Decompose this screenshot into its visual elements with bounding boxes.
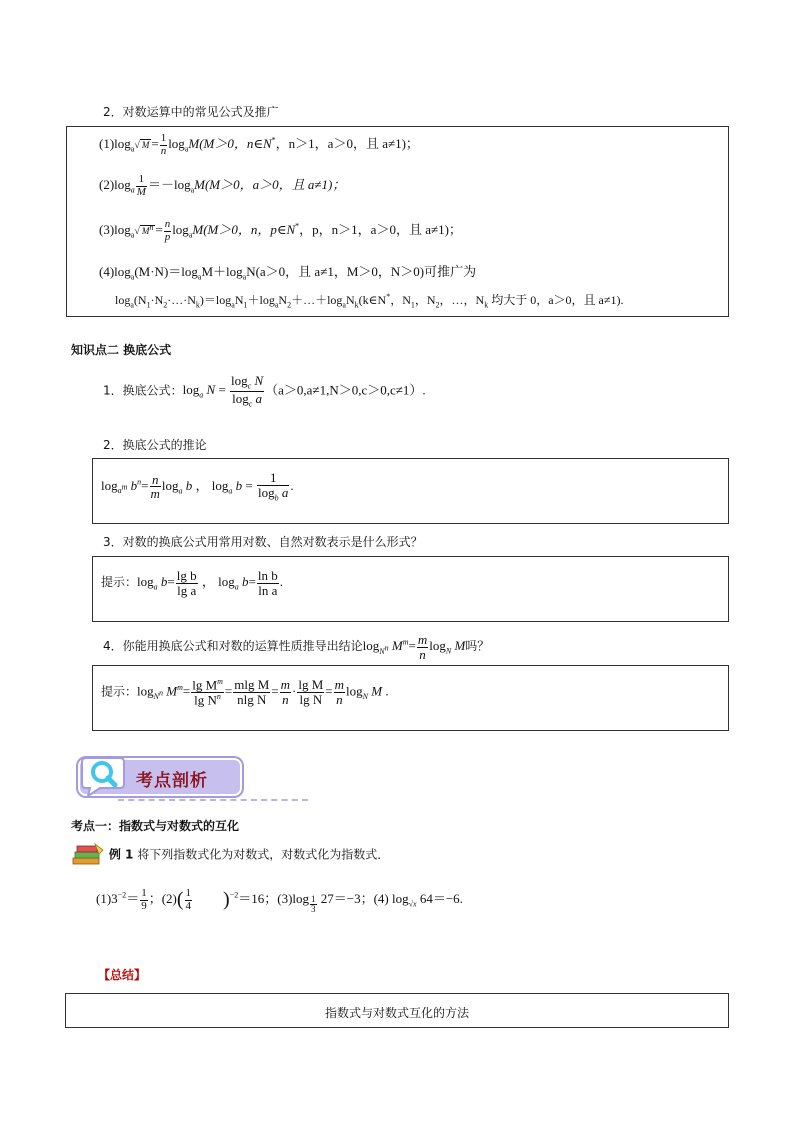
corollary-title: 2．换底公式的推论 bbox=[103, 438, 207, 452]
banner-title: 考点剖析 bbox=[136, 771, 208, 791]
hint-box-3 bbox=[92, 556, 729, 622]
summary-table bbox=[65, 993, 729, 1028]
formula-4-generalized: $\log_a(N_1\cdot N_2\cdot\dots\cdot N_k)=\log_aN_1+\log_aN_2+\dots+\log_aN_k(k\in N^*$，$N_1$，$N_2$，…，$N_k$ 均大于 0，a＞0，且 a≠1). bbox=[115, 292, 624, 310]
example-1: 例 1 将下列指数式化为对数式，对数式化为指数式． bbox=[71, 842, 389, 868]
formula-box-log-rules bbox=[66, 126, 729, 317]
summary-tag: 【总结】 bbox=[98, 968, 147, 982]
formula-2: $(2)\log_a$ $\frac{1}{M}$ $=-\log_aM(M>0$，a＞0，且 a≠1)； bbox=[99, 173, 346, 198]
summary-table-title: 指数式与对数式互化的方法 bbox=[324, 1006, 469, 1020]
corollary-box bbox=[92, 458, 729, 524]
example-1-items: $(1)3^{-2}=$ $\frac{1}{9}$ ；(2)( $\frac{1}{4}$ )$^{-2}$＝16；(3)log $_{\frac{1}{3}}$ 27＝−3；(4) $\log_{√x} 64=-6$. bbox=[96, 887, 463, 915]
formula-3: $(3)\log_a√$ $M^n$ = $\frac{n}{p}$ $\log_aM(M>0$，n，p∈N*，p，n＞1，a＞0，且 a≠1)； bbox=[99, 218, 462, 243]
question-4: 4．你能用换底公式和对数的运算性质推导出结论$\log_{N^n} M^m=$ $\frac{m}{n}$ $\log_N M$吗？ bbox=[103, 632, 490, 662]
section-2-title: 2．对数运算中的常见公式及推广 bbox=[103, 105, 279, 119]
banner-divider bbox=[118, 799, 308, 801]
hint-box-4 bbox=[92, 665, 729, 731]
knowledge-point-2-title: 知识点二 换底公式 bbox=[71, 343, 172, 357]
magnifier-icon bbox=[80, 754, 128, 798]
formula-1: $(1)\log_a√$ M = $\frac{1}{n}$ $\log_aM(M>0$，n∈N*，n＞1，a＞0，且 a≠1)； bbox=[99, 132, 419, 157]
topic-1-title: 考点一：指数式与对数式的互化 bbox=[71, 819, 240, 833]
corollary-formulas: $\log_{a^m} b^n=$ $\frac{n}{m}$ $\log_a b$ ， $\log_a b$ = $\frac{1}{\log_b a}$ . bbox=[101, 470, 294, 503]
question-3: 3．对数的换底公式用常用对数、自然对数表示是什么形式？ bbox=[103, 535, 423, 549]
exam-analysis-banner bbox=[74, 752, 242, 800]
formula-4: $(4)\log_a(M\cdot N)=\log_aM+\log_aN(a>0$，且 a≠1，M＞0，N＞0)可推广为 bbox=[99, 264, 477, 282]
hint-4-derivation: 提示：$\log_{N^n} M^m=$ $\frac{\lg M^m}{\lg N^n}$ = $\frac{\text{mlg M}}{\text{nlg N}}$ = $\frac{m}{n}$ · $\frac{\text{lg M}}{\text{lg N}}$ = $\frac{m}{n}$ $\log_N M$ . bbox=[101, 677, 389, 708]
hint-3-formula: 提示：$\log_a b=$ $\frac{\text{lg b}}{\text{lg a}}$ ， $\log_a b=$ $\frac{\text{ln b}}{\text{ln a}}$ . bbox=[101, 568, 283, 598]
change-of-base-formula: 1．换底公式：$\log_a N$ = $\frac{\log_c N}{\log_c a}$ （a＞0,a≠1,N＞0,c＞0,c≠1）. bbox=[103, 373, 426, 409]
books-icon bbox=[71, 842, 105, 868]
